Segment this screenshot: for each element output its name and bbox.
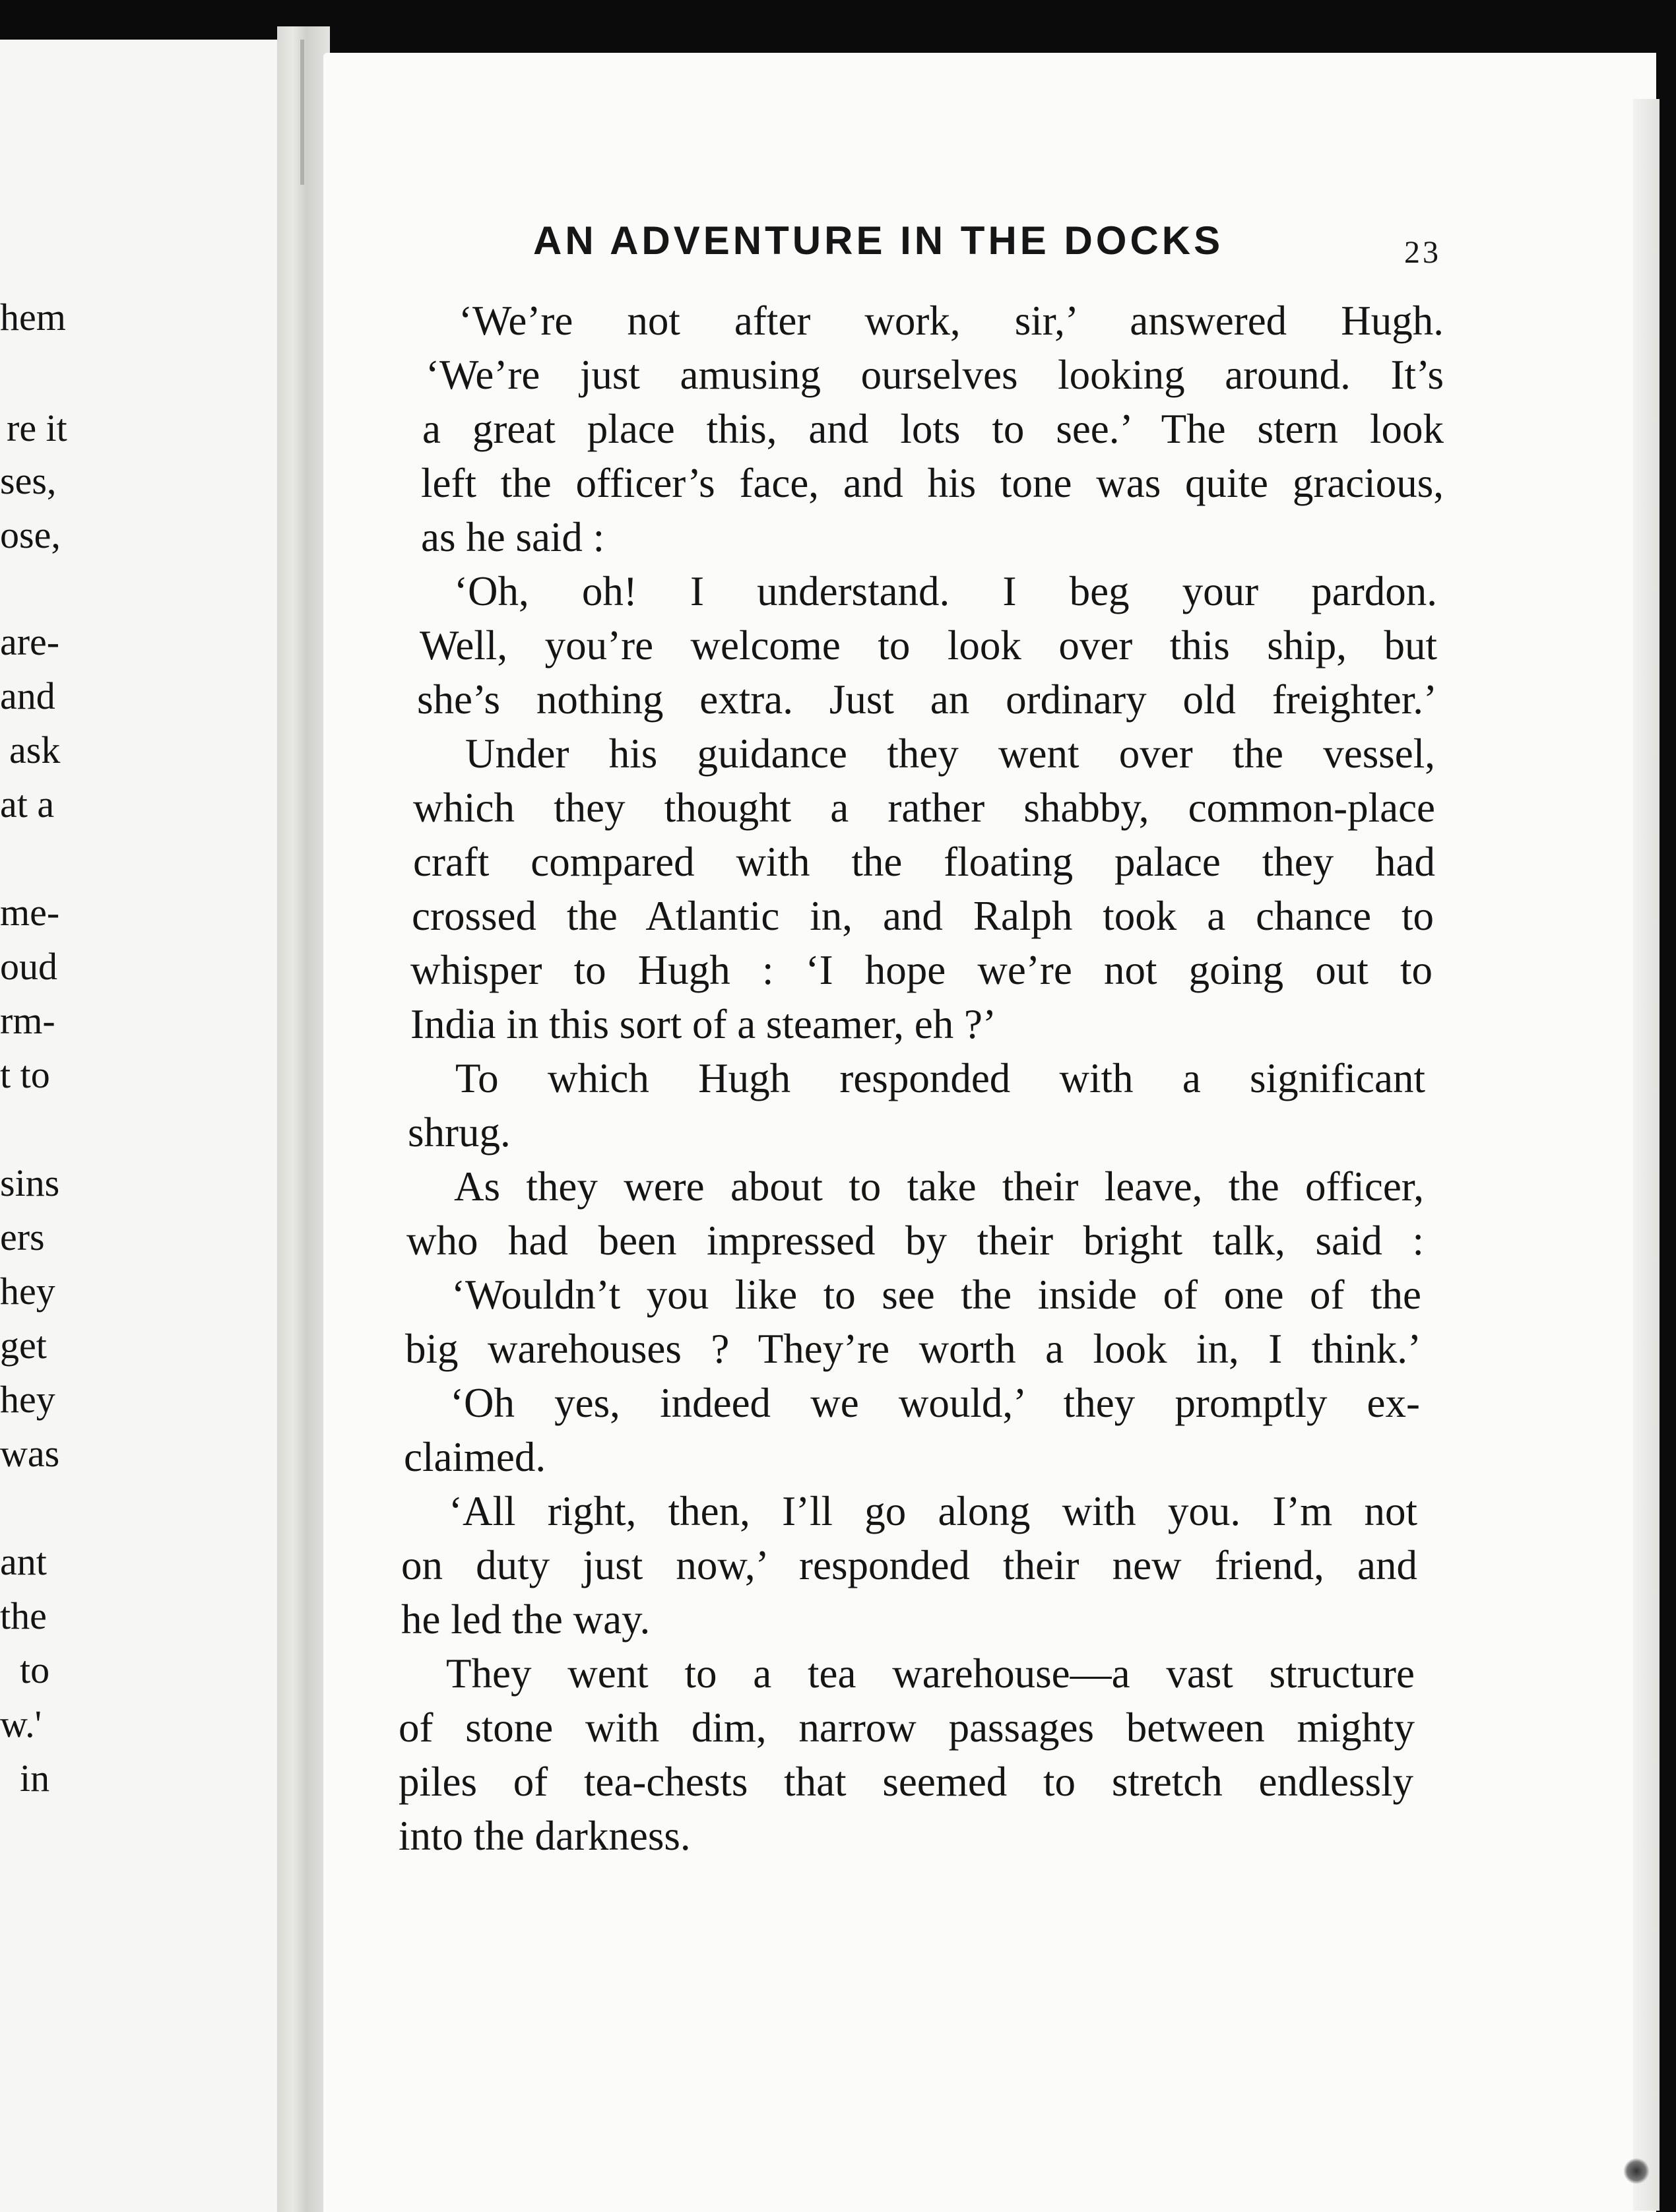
text-line: into the darkness. [399, 1813, 691, 1859]
text-line: which they thought a rather shabby, common-place [413, 785, 1435, 831]
left-fragment: ses, [0, 459, 57, 502]
left-fragment: hey [0, 1378, 55, 1421]
text-line: As they were about to take their leave, the officer, [454, 1163, 1424, 1210]
text-line: who had been impressed by their bright talk, said : [406, 1218, 1424, 1264]
text-line: Well, you’re welcome to look over this ship, but [420, 622, 1437, 668]
text-line: To which Hugh responded with a significant [455, 1055, 1425, 1101]
left-fragment: in [20, 1757, 50, 1800]
text-line: Under his guidance they went over the vessel, [465, 731, 1435, 777]
left-fragment: was [0, 1432, 60, 1475]
left-fragment: w.' [0, 1703, 42, 1745]
text-line: ‘Oh, oh! I understand. I beg your pardon. [454, 568, 1437, 614]
text-line: They went to a tea warehouse—a vast structure [446, 1650, 1415, 1697]
left-fragment: t to [0, 1053, 50, 1096]
text-line: ‘Wouldn’t you like to see the inside of one of the [451, 1272, 1421, 1318]
left-fragment: at a [0, 783, 55, 826]
running-head: AN ADVENTURE IN THE DOCKS [533, 218, 1224, 263]
text-line: shrug. [408, 1109, 511, 1155]
text-line: ‘Oh yes, indeed we would,’ they promptly ex- [450, 1380, 1420, 1426]
left-fragment: ose, [0, 513, 61, 556]
text-line: of stone with dim, narrow passages between mighty [399, 1705, 1415, 1751]
text-line: India in this sort of a steamer, eh ?’ [410, 1001, 996, 1047]
text-line: crossed the Atlantic in, and Ralph took a chance to [412, 893, 1434, 939]
text-line: craft compared with the floating palace they had [413, 839, 1435, 885]
text-line: she’s nothing extra. Just an ordinary old freighter.’ [417, 676, 1437, 723]
left-fragment: ant [0, 1540, 47, 1583]
left-fragment: sins [0, 1161, 60, 1204]
left-fragment: oud [0, 945, 57, 988]
text-line: ‘We’re just amusing ourselves looking around. It’s [426, 352, 1444, 398]
left-fragment: hey [0, 1270, 55, 1313]
text-line: ‘We’re not after work, sir,’ answered Hugh. [459, 298, 1444, 344]
text-line: whisper to Hugh : ‘I hope we’re not going out to [410, 947, 1433, 993]
text-line: big warehouses ? They’re worth a look in, I think.’ [405, 1326, 1421, 1372]
left-fragment: ers [0, 1216, 45, 1258]
text-line: he led the way. [401, 1596, 651, 1643]
page-number: 23 [1404, 235, 1441, 270]
left-fragment: re it [7, 407, 67, 449]
text-line: as he said : [421, 514, 605, 560]
text-line: claimed. [404, 1434, 546, 1480]
left-fragment: the [0, 1594, 47, 1637]
text-line: a great place this, and lots to see.’ The stern look [422, 406, 1444, 452]
left-fragment: hem [0, 296, 66, 339]
text-line: piles of tea-chests that seemed to stretch endlessly [399, 1759, 1413, 1805]
left-fragment: ask [9, 729, 61, 771]
text-line: on duty just now,’ responded their new friend, and [401, 1542, 1417, 1588]
left-fragment: me- [0, 891, 60, 934]
scan-speck [1623, 2158, 1650, 2184]
left-fragment: rm- [0, 999, 55, 1042]
left-fragment: get [0, 1324, 47, 1367]
left-fragment: are- [0, 620, 60, 663]
text-line: ‘All right, then, I’ll go along with you. I’m not [449, 1488, 1417, 1534]
text-line: left the officer’s face, and his tone was quite gracious, [421, 460, 1444, 506]
left-fragment: and [0, 674, 55, 717]
left-fragment: to [20, 1648, 50, 1691]
